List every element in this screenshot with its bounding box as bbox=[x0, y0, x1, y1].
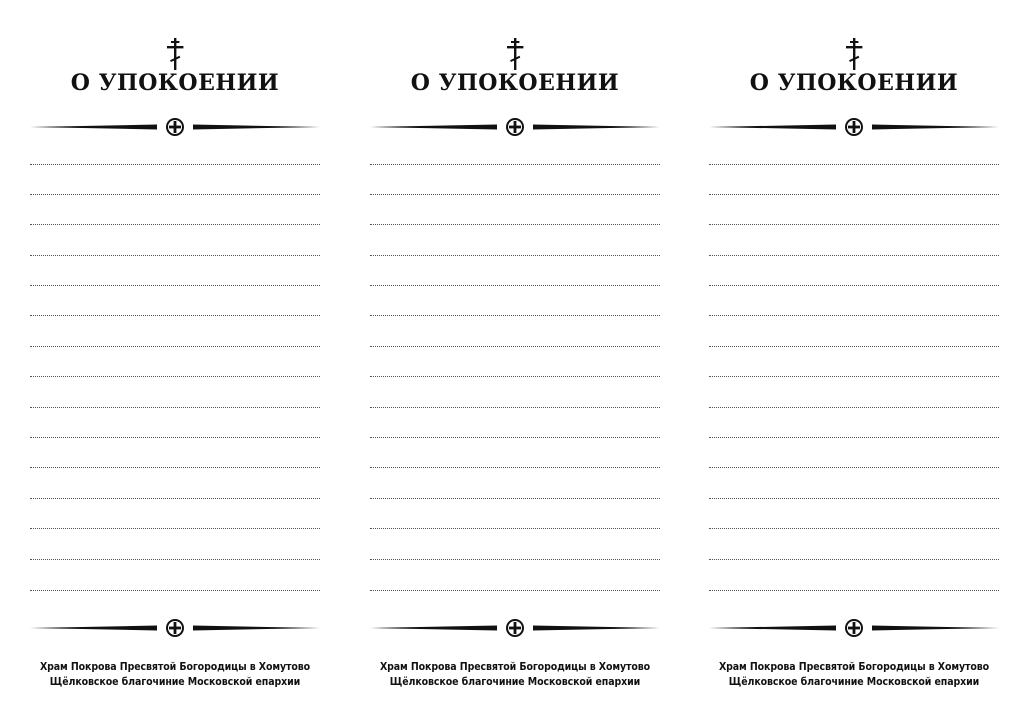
cross-medallion-icon bbox=[166, 118, 184, 136]
name-line[interactable] bbox=[30, 437, 320, 438]
orthodox-cross-icon bbox=[709, 38, 999, 72]
name-line[interactable] bbox=[709, 346, 999, 347]
card-title: О УПОКОЕНИИ bbox=[410, 70, 620, 96]
footer-line-1: Храм Покрова Пресвятой Богородицы в Хомутово bbox=[379, 661, 651, 673]
name-line[interactable] bbox=[30, 559, 320, 560]
footer-line-1: Храм Покрова Пресвятой Богородицы в Хомутово bbox=[718, 661, 990, 673]
commemoration-card-2 bbox=[370, 0, 660, 724]
name-line[interactable] bbox=[30, 407, 320, 408]
name-line[interactable] bbox=[30, 346, 320, 347]
name-line[interactable] bbox=[30, 255, 320, 256]
orthodox-cross-icon bbox=[30, 38, 320, 72]
name-line[interactable] bbox=[709, 498, 999, 499]
church-footer bbox=[370, 660, 660, 690]
cross-medallion-icon bbox=[845, 619, 863, 637]
name-line[interactable] bbox=[30, 224, 320, 225]
footer-line-2: Щёлковское благочиние Московской епархии bbox=[728, 676, 980, 688]
name-line[interactable] bbox=[709, 315, 999, 316]
name-line[interactable] bbox=[709, 407, 999, 408]
name-line[interactable] bbox=[709, 164, 999, 165]
name-line[interactable] bbox=[709, 194, 999, 195]
name-line[interactable] bbox=[370, 224, 660, 225]
name-line[interactable] bbox=[370, 194, 660, 195]
name-line[interactable] bbox=[30, 376, 320, 377]
name-line[interactable] bbox=[709, 437, 999, 438]
name-line[interactable] bbox=[709, 559, 999, 560]
commemoration-card-1 bbox=[30, 0, 320, 724]
name-line[interactable] bbox=[370, 164, 660, 165]
ornamental-divider-bottom bbox=[30, 618, 320, 638]
name-line[interactable] bbox=[709, 285, 999, 286]
name-line[interactable] bbox=[709, 590, 999, 591]
name-line[interactable] bbox=[370, 315, 660, 316]
ornamental-divider-top bbox=[370, 117, 660, 137]
cross-medallion-icon bbox=[845, 118, 863, 136]
church-footer bbox=[30, 660, 320, 690]
ornamental-divider-bottom bbox=[370, 618, 660, 638]
name-line[interactable] bbox=[30, 528, 320, 529]
name-line[interactable] bbox=[30, 498, 320, 499]
name-line[interactable] bbox=[370, 498, 660, 499]
name-line[interactable] bbox=[370, 407, 660, 408]
name-line[interactable] bbox=[370, 559, 660, 560]
ornamental-divider-top bbox=[30, 117, 320, 137]
name-line[interactable] bbox=[370, 285, 660, 286]
cross-medallion-icon bbox=[166, 619, 184, 637]
name-line[interactable] bbox=[30, 467, 320, 468]
orthodox-cross-icon bbox=[370, 38, 660, 72]
cross-medallion-icon bbox=[506, 619, 524, 637]
footer-line-2: Щёлковское благочиние Московской епархии bbox=[389, 676, 641, 688]
name-line[interactable] bbox=[370, 437, 660, 438]
name-line[interactable] bbox=[30, 194, 320, 195]
name-line[interactable] bbox=[370, 255, 660, 256]
footer-line-2: Щёлковское благочиние Московской епархии bbox=[49, 676, 301, 688]
cross-medallion-icon bbox=[506, 118, 524, 136]
name-line[interactable] bbox=[370, 346, 660, 347]
commemoration-card-3 bbox=[709, 0, 999, 724]
ornamental-divider-bottom bbox=[709, 618, 999, 638]
name-line[interactable] bbox=[709, 376, 999, 377]
card-title: О УПОКОЕНИИ bbox=[70, 70, 280, 96]
name-line[interactable] bbox=[709, 255, 999, 256]
name-line[interactable] bbox=[30, 164, 320, 165]
name-line[interactable] bbox=[709, 224, 999, 225]
name-line[interactable] bbox=[370, 528, 660, 529]
name-line[interactable] bbox=[30, 590, 320, 591]
name-line[interactable] bbox=[709, 528, 999, 529]
name-line[interactable] bbox=[370, 467, 660, 468]
card-title: О УПОКОЕНИИ bbox=[749, 70, 959, 96]
name-line[interactable] bbox=[709, 467, 999, 468]
name-line[interactable] bbox=[30, 315, 320, 316]
ornamental-divider-top bbox=[709, 117, 999, 137]
name-line[interactable] bbox=[30, 285, 320, 286]
footer-line-1: Храм Покрова Пресвятой Богородицы в Хомутово bbox=[39, 661, 311, 673]
church-footer bbox=[709, 660, 999, 690]
name-line[interactable] bbox=[370, 590, 660, 591]
name-line[interactable] bbox=[370, 376, 660, 377]
